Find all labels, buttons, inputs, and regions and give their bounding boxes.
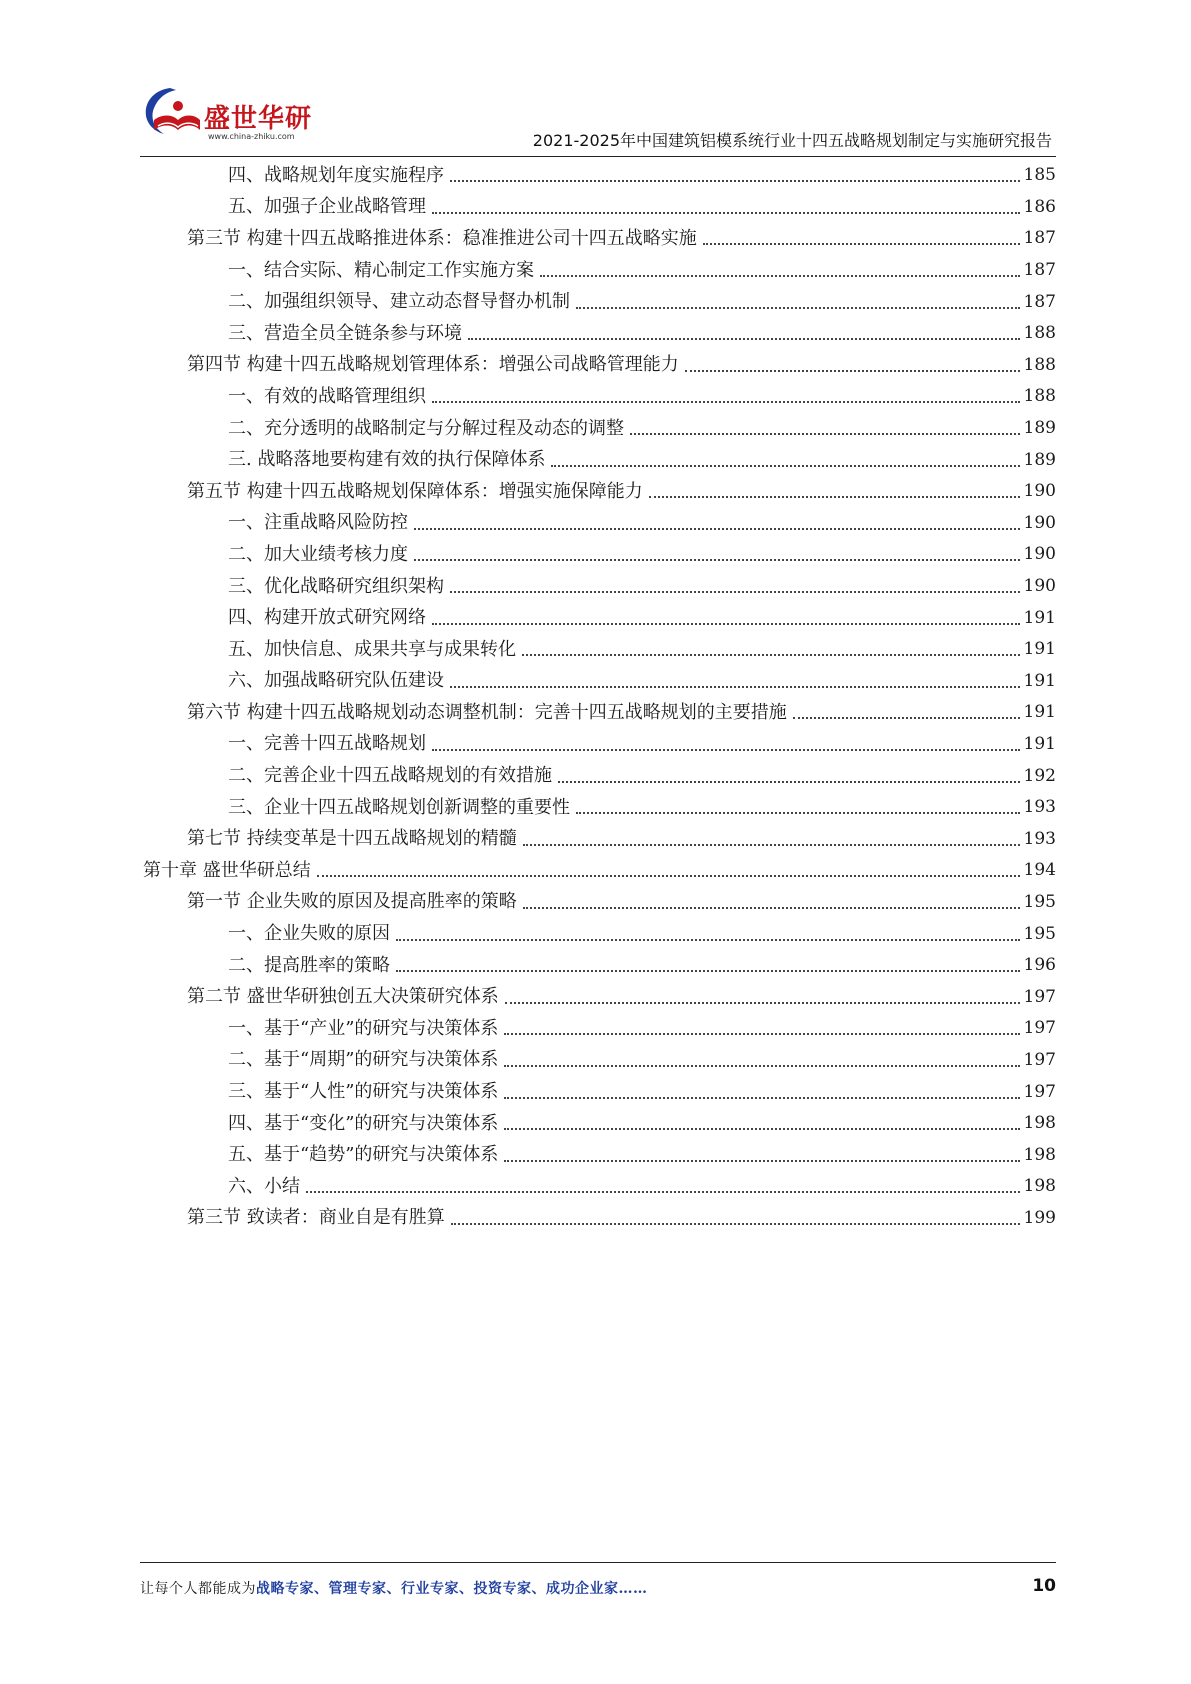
toc-entry[interactable] (140, 1013, 1056, 1045)
toc-entry-page: 187 (1023, 291, 1056, 312)
toc-dot-leader (540, 274, 1020, 277)
toc-dot-leader (414, 558, 1020, 561)
toc-entry-title: 二、加强组织领导、建立动态督导督办机制 (228, 291, 570, 313)
toc-entry[interactable] (140, 823, 1056, 855)
toc-entry-page: 197 (1023, 1049, 1056, 1070)
page-number: 10 (1032, 1576, 1056, 1596)
slogan-highlight: 战略专家、管理专家、行业专家、投资专家、成功企业家…… (256, 1581, 648, 1597)
toc-entry-title: 四、基于“变化”的研究与决策体系 (228, 1112, 499, 1134)
toc-entry[interactable] (140, 729, 1056, 761)
toc-entry[interactable] (140, 1045, 1056, 1077)
toc-entry-title: 第三节 构建十四五战略推进体系：稳准推进公司十四五战略实施 (187, 227, 697, 249)
toc-entry-title: 第五节 构建十四五战略规划保障体系：增强实施保障能力 (187, 480, 643, 502)
toc-entry[interactable] (140, 381, 1056, 413)
toc-entry-page: 194 (1023, 860, 1056, 881)
toc-entry-title: 三、营造全员全链条参与环境 (228, 322, 462, 344)
toc-dot-leader (793, 716, 1020, 719)
toc-entry-page: 198 (1023, 1176, 1056, 1197)
toc-dot-leader (523, 843, 1020, 846)
toc-entry-title: 一、结合实际、精心制定工作实施方案 (228, 259, 534, 281)
toc-entry-title: 三、优化战略研究组织架构 (228, 575, 444, 597)
toc-dot-leader (576, 306, 1020, 309)
toc-entry[interactable] (140, 950, 1056, 982)
toc-dot-leader (558, 780, 1020, 783)
toc-entry[interactable] (140, 981, 1056, 1013)
toc-entry-title: 第十章 盛世华研总结 (143, 859, 311, 881)
toc-entry-title: 一、有效的战略管理组织 (228, 385, 426, 407)
toc-entry-page: 189 (1023, 418, 1056, 439)
toc-dot-leader (432, 622, 1020, 625)
toc-entry-title: 二、加大业绩考核力度 (228, 543, 408, 565)
toc-entry-page: 199 (1023, 1207, 1056, 1228)
toc-entry-page: 189 (1023, 449, 1056, 470)
toc-entry-page: 193 (1023, 828, 1056, 849)
toc-dot-leader (504, 1159, 1019, 1162)
toc-entry-title: 一、企业失败的原因 (228, 923, 390, 945)
toc-entry-page: 188 (1023, 386, 1056, 407)
toc-entry[interactable] (140, 1203, 1056, 1235)
toc-entry[interactable] (140, 887, 1056, 919)
toc-entry-title: 第三节 致读者：商业自是有胜算 (187, 1207, 445, 1229)
toc-dot-leader (630, 432, 1020, 435)
toc-entry-page: 191 (1023, 702, 1056, 723)
toc-entry[interactable] (140, 792, 1056, 824)
toc-entry-page: 197 (1023, 986, 1056, 1007)
toc-entry-title: 一、注重战略风险防控 (228, 512, 408, 534)
toc-entry[interactable] (140, 318, 1056, 350)
toc-dot-leader (451, 1222, 1020, 1225)
toc-dot-leader (523, 906, 1020, 909)
toc-dot-leader (468, 337, 1020, 340)
toc-entry-page: 196 (1023, 955, 1056, 976)
table-of-contents (140, 160, 1056, 1234)
toc-entry-title: 四、战略规划年度实施程序 (228, 164, 444, 186)
toc-entry-page: 192 (1023, 765, 1056, 786)
toc-dot-leader (432, 400, 1020, 403)
toc-entry-page: 197 (1023, 1018, 1056, 1039)
brand-logo (140, 82, 320, 144)
toc-entry[interactable] (140, 697, 1056, 729)
toc-entry-page: 185 (1023, 165, 1056, 186)
toc-entry-title: 三. 战略落地要构建有效的执行保障体系 (228, 449, 546, 471)
slogan-prefix: 让每个人都能成为 (140, 1581, 256, 1597)
toc-dot-leader (504, 1032, 1019, 1035)
toc-entry[interactable] (140, 1108, 1056, 1140)
footer-divider (140, 1562, 1056, 1563)
toc-entry-page: 191 (1023, 670, 1056, 691)
toc-entry-title: 第一节 企业失败的原因及提高胜率的策略 (187, 891, 517, 913)
toc-dot-leader (551, 464, 1019, 467)
toc-entry[interactable] (140, 1171, 1056, 1203)
toc-entry[interactable] (140, 286, 1056, 318)
toc-dot-leader (504, 1096, 1019, 1099)
toc-entry-page: 191 (1023, 733, 1056, 754)
toc-entry-title: 五、加快信息、成果共享与成果转化 (228, 638, 516, 660)
toc-dot-leader (432, 748, 1020, 751)
brand-logo-icon (140, 82, 204, 142)
toc-entry[interactable] (140, 855, 1056, 887)
toc-entry-page: 198 (1023, 1113, 1056, 1134)
toc-dot-leader (504, 1127, 1019, 1130)
toc-entry[interactable] (140, 602, 1056, 634)
toc-dot-leader (505, 1001, 1020, 1004)
toc-entry-title: 三、基于“人性”的研究与决策体系 (228, 1081, 499, 1103)
toc-entry-title: 二、基于“周期”的研究与决策体系 (228, 1049, 499, 1071)
toc-dot-leader (522, 653, 1020, 656)
toc-entry-title: 第二节 盛世华研独创五大决策研究体系 (187, 986, 499, 1008)
toc-dot-leader (317, 874, 1020, 877)
toc-dot-leader (450, 590, 1020, 593)
toc-entry-title: 一、完善十四五战略规划 (228, 733, 426, 755)
toc-entry-page: 191 (1023, 639, 1056, 660)
toc-entry[interactable] (140, 539, 1056, 571)
toc-dot-leader (396, 969, 1020, 972)
toc-dot-leader (685, 369, 1020, 372)
toc-entry[interactable] (140, 666, 1056, 698)
toc-dot-leader (306, 1190, 1020, 1193)
brand-name: 盛世华研 (204, 104, 313, 134)
toc-entry[interactable] (140, 192, 1056, 224)
toc-dot-leader (649, 495, 1020, 498)
toc-entry-page: 190 (1023, 481, 1056, 502)
toc-entry-page: 186 (1023, 196, 1056, 217)
toc-entry-page: 187 (1023, 260, 1056, 281)
toc-entry-title: 五、基于“趋势”的研究与决策体系 (228, 1144, 499, 1166)
toc-entry-title: 二、充分透明的战略制定与分解过程及动态的调整 (228, 417, 624, 439)
toc-entry-title: 第七节 持续变革是十四五战略规划的精髓 (187, 828, 517, 850)
toc-entry-title: 三、企业十四五战略规划创新调整的重要性 (228, 796, 570, 818)
toc-dot-leader (414, 527, 1020, 530)
toc-entry-page: 187 (1023, 228, 1056, 249)
toc-dot-leader (703, 242, 1020, 245)
header-divider (140, 156, 1056, 157)
toc-entry[interactable] (140, 1139, 1056, 1171)
toc-entry-page: 188 (1023, 354, 1056, 375)
toc-entry-page: 188 (1023, 323, 1056, 344)
toc-entry-page: 190 (1023, 512, 1056, 533)
toc-entry[interactable] (140, 476, 1056, 508)
toc-dot-leader (396, 938, 1020, 941)
toc-entry[interactable] (140, 571, 1056, 603)
toc-entry-title: 二、完善企业十四五战略规划的有效措施 (228, 765, 552, 787)
toc-entry-title: 第六节 构建十四五战略规划动态调整机制：完善十四五战略规划的主要措施 (187, 701, 787, 723)
toc-entry[interactable] (140, 444, 1056, 476)
toc-entry-title: 六、小结 (228, 1175, 300, 1197)
toc-entry-page: 195 (1023, 891, 1056, 912)
toc-entry-page: 191 (1023, 607, 1056, 628)
page-header (140, 82, 1052, 154)
toc-entry[interactable] (140, 223, 1056, 255)
toc-entry-title: 四、构建开放式研究网络 (228, 607, 426, 629)
toc-dot-leader (450, 685, 1020, 688)
toc-dot-leader (576, 811, 1020, 814)
toc-dot-leader (504, 1064, 1019, 1067)
toc-entry[interactable] (140, 1076, 1056, 1108)
toc-entry[interactable] (140, 350, 1056, 382)
toc-entry-title: 二、提高胜率的策略 (228, 954, 390, 976)
toc-dot-leader (450, 179, 1020, 182)
toc-entry-title: 一、基于“产业”的研究与决策体系 (228, 1017, 499, 1039)
toc-entry-page: 195 (1023, 923, 1056, 944)
report-title: 2021-2025年中国建筑铝模系统行业十四五战略规划制定与实施研究报告 (532, 131, 1052, 150)
toc-entry[interactable] (140, 634, 1056, 666)
toc-entry-page: 190 (1023, 576, 1056, 597)
toc-entry[interactable] (140, 413, 1056, 445)
toc-entry[interactable] (140, 160, 1056, 192)
toc-entry[interactable] (140, 255, 1056, 287)
toc-entry-title: 五、加强子企业战略管理 (228, 196, 426, 218)
toc-entry-title: 第四节 构建十四五战略规划管理体系：增强公司战略管理能力 (187, 354, 679, 376)
toc-dot-leader (432, 211, 1020, 214)
toc-entry-page: 197 (1023, 1081, 1056, 1102)
toc-entry[interactable] (140, 760, 1056, 792)
toc-entry[interactable] (140, 918, 1056, 950)
toc-entry-page: 190 (1023, 544, 1056, 565)
toc-entry-page: 198 (1023, 1144, 1056, 1165)
toc-entry-page: 193 (1023, 797, 1056, 818)
toc-entry-title: 六、加强战略研究队伍建设 (228, 670, 444, 692)
brand-url: www.china-zhiku.com (208, 132, 295, 141)
footer-slogan (140, 1578, 648, 1598)
toc-entry[interactable] (140, 508, 1056, 540)
